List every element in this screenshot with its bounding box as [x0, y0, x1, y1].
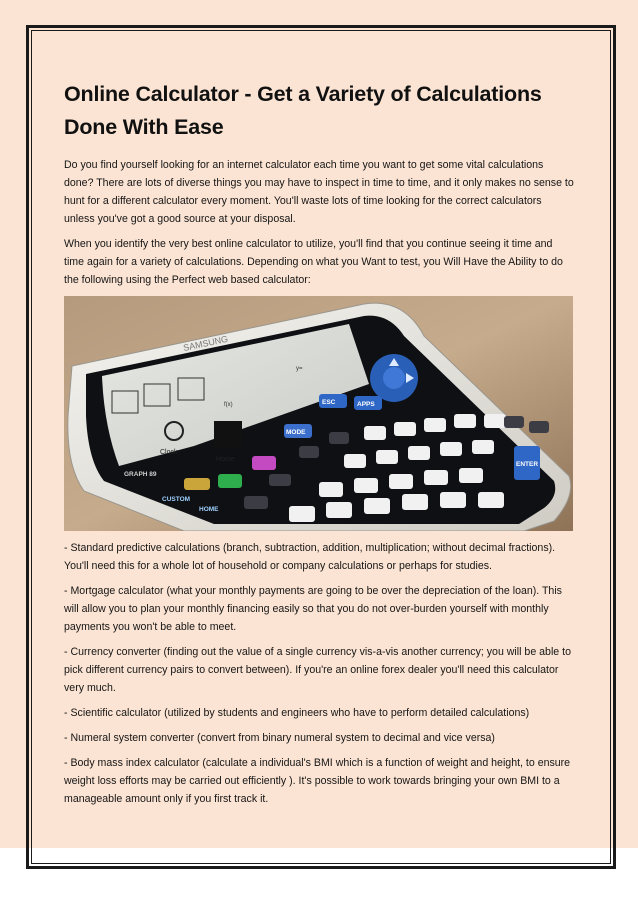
phone-brand-text: SAMSUNG: [182, 333, 229, 353]
key-esc: ESC: [322, 399, 336, 406]
device-model: GRAPH 89: [124, 471, 157, 478]
list-item: - Standard predictive calculations (branch, subtraction, addition, multiplication; without decimal fractions). You'll need this for a whole lot of household or company calculations or perhaps for studies.: [64, 542, 556, 572]
list-item: - Currency converter (finding out the value of a single currency vis-a-vis another currency; you will be able to pick different currency pairs to convert between). If you're an online forex dealer you'll need this calculator very much.: [64, 646, 571, 694]
intro-paragraph: Do you find yourself looking for an internet calculator each time you want to get some vital calculations done? There are lots of diverse things you may have to inspect in time to time, and it only makes no sense to hunt for a different calculator every moment. You'll waste lots of time looking for the correct calculators unless you've got a good source at your disposal.: [64, 159, 574, 225]
key-custom: CUSTOM: [162, 496, 191, 503]
list-item: - Body mass index calculator (calculate a individual's BMI which is a function of weight and height, to ensure weight loss efforts may be carried out efficiently ). It's possible to work towards bringing your own BMI to a manageable amount only if you first track it.: [64, 757, 571, 805]
lcd-label-clock: Clock: [160, 449, 178, 456]
list-item: - Numeral system converter (convert from binary numeral system to decimal and vice versa): [64, 732, 495, 744]
svg-text:f(x): f(x): [224, 402, 233, 408]
article-title: Online Calculator - Get a Variety of Calculations Done With Ease: [64, 82, 542, 139]
svg-text:y=: y=: [296, 366, 303, 372]
key-mode: MODE: [286, 429, 306, 436]
key-enter: ENTER: [516, 461, 539, 468]
article: [64, 78, 574, 815]
lead-paragraph: When you identify the very best online calculator to utilize, you'll find that you continue seeing it time and time again for a variety of calculations. Depending on what you Want to test, you Will Have the Ability to do the following using the Perfect web based calculator:: [64, 238, 563, 286]
list-item: - Mortgage calculator (what your monthly payments are going to be over the depreciation of the loan). This will allow you to plan your monthly financing easily so that you do not over-burden yourself with monthly payments you won't be able to meet.: [64, 585, 562, 633]
calculator-phone-photo: [64, 296, 573, 531]
list-item: - Scientific calculator (utilized by students and engineers who have to perform detailed calculations): [64, 707, 530, 719]
key-apps: APPS: [357, 401, 375, 408]
key-home: HOME: [199, 506, 219, 513]
lcd-label-home: Home: [216, 456, 235, 463]
